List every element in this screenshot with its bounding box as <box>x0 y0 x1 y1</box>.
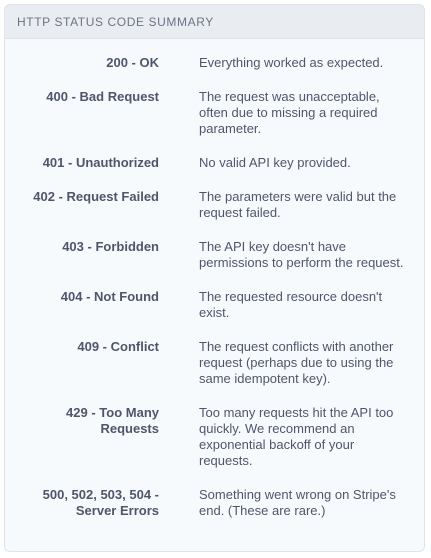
status-code-list <box>5 39 424 519</box>
status-description: Something went wrong on Stripe's end. (These are rare.) <box>199 487 396 518</box>
status-description: Everything worked as expected. <box>199 55 384 70</box>
status-code: 402 - Request Failed <box>33 189 159 204</box>
status-code: 200 - OK <box>106 55 159 70</box>
status-code: 409 - Conflict <box>77 339 159 354</box>
status-description: The API key doesn't have permissions to perform the request. <box>199 239 404 270</box>
status-description: The request conflicts with another request (perhaps due to using the same idempotent key). <box>199 339 394 386</box>
status-code-summary-card <box>4 4 425 552</box>
status-code: 404 - Not Found <box>60 289 159 304</box>
status-description: Too many requests hit the API too quickly. We recommend an exponential backoff of your requests. <box>199 405 394 468</box>
status-description: The requested resource doesn't exist. <box>199 289 383 320</box>
card-title: HTTP STATUS CODE SUMMARY <box>17 14 214 29</box>
status-row-402 <box>5 189 424 221</box>
status-row-404 <box>5 289 424 321</box>
status-row-400 <box>5 89 424 137</box>
status-row-409 <box>5 339 424 387</box>
status-code: 400 - Bad Request <box>46 89 159 104</box>
status-description: No valid API key provided. <box>199 155 351 170</box>
status-description: The request was unacceptable, often due to missing a required parameter. <box>199 89 380 136</box>
status-row-5xx <box>5 487 424 519</box>
status-row-429 <box>5 405 424 469</box>
card-header <box>5 5 424 39</box>
status-code: 401 - Unauthorized <box>42 155 159 170</box>
status-code: 500, 502, 503, 504 - Server Errors <box>42 487 159 518</box>
status-code: 429 - Too Many Requests <box>66 405 159 436</box>
status-description: The parameters were valid but the request failed. <box>199 189 397 220</box>
status-code: 403 - Forbidden <box>62 239 159 254</box>
status-row-403 <box>5 239 424 271</box>
status-row-200 <box>5 55 424 71</box>
status-row-401 <box>5 155 424 171</box>
